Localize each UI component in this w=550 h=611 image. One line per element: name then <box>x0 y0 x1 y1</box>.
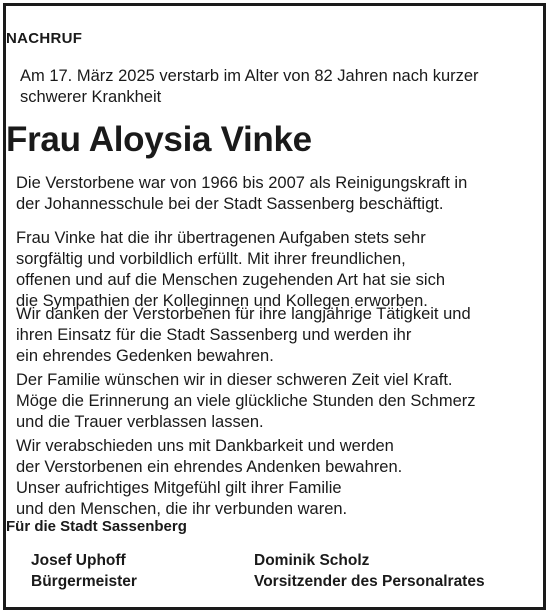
signatory-title: Bürgermeister <box>31 573 137 590</box>
paragraph-line: sorgfältig und vorbildlich erfüllt. Mit ihrer freundlichen, <box>16 250 406 268</box>
paragraph-line: und die Trauer verblassen lassen. <box>16 413 264 431</box>
paragraph-line: ihren Einsatz für die Stadt Sassenberg und werden ihr <box>16 326 412 344</box>
paragraph-line: Frau Vinke hat die ihr übertragenen Aufgaben stets sehr <box>16 229 426 247</box>
paragraph-line: der Verstorbenen ein ehrendes Andenken bewahren. <box>16 458 403 476</box>
paragraph-line: Die Verstorbene war von 1966 bis 2007 als Reinigungskraft in <box>16 174 468 192</box>
paragraph-line: Unser aufrichtiges Mitgefühl gilt ihrer Familie <box>16 479 342 497</box>
paragraph-line: die Sympathien der Kolleginnen und Kollegen erworben. <box>16 292 428 310</box>
paragraph-line: offenen und auf die Menschen zugehenden Art hat sie sich <box>16 271 446 289</box>
paragraph-2 <box>16 228 533 312</box>
paragraph-line: der Johannesschule bei der Stadt Sassenberg beschäftigt. <box>16 195 444 213</box>
paragraph-line: Wir danken der Verstorbenen für ihre langjährige Tätigkeit und <box>16 305 471 323</box>
heading: NACHRUF <box>6 30 83 47</box>
deceased-name: Frau Aloysia Vinke <box>6 120 312 159</box>
paragraph-line: und den Menschen, die ihr verbunden waren. <box>16 500 348 518</box>
signatory-name: Josef Uphoff <box>31 552 126 569</box>
paragraph-line: Möge die Erinnerung an viele glückliche Stunden den Schmerz <box>16 392 476 410</box>
paragraph-line: Wir verabschieden uns mit Dankbarkeit und werden <box>16 437 394 455</box>
signatory-name: Dominik Scholz <box>254 552 370 569</box>
paragraph-3 <box>16 304 533 367</box>
paragraph-1 <box>16 173 533 215</box>
closing-line: Für die Stadt Sassenberg <box>6 518 187 535</box>
signatory-mayor <box>31 550 137 592</box>
intro <box>20 66 529 108</box>
signatory-staff-council <box>254 550 485 592</box>
intro-line: schwerer Krankheit <box>20 88 162 106</box>
paragraph-line: ein ehrendes Gedenken bewahren. <box>16 347 274 365</box>
paragraph-line: Der Familie wünschen wir in dieser schweren Zeit viel Kraft. <box>16 371 453 389</box>
signatory-title: Vorsitzender des Personalrates <box>254 573 485 590</box>
paragraph-4 <box>16 370 533 433</box>
obituary-frame <box>3 3 546 610</box>
paragraph-5 <box>16 436 533 520</box>
intro-line: Am 17. März 2025 verstarb im Alter von 82 Jahren nach kurzer <box>20 67 479 85</box>
